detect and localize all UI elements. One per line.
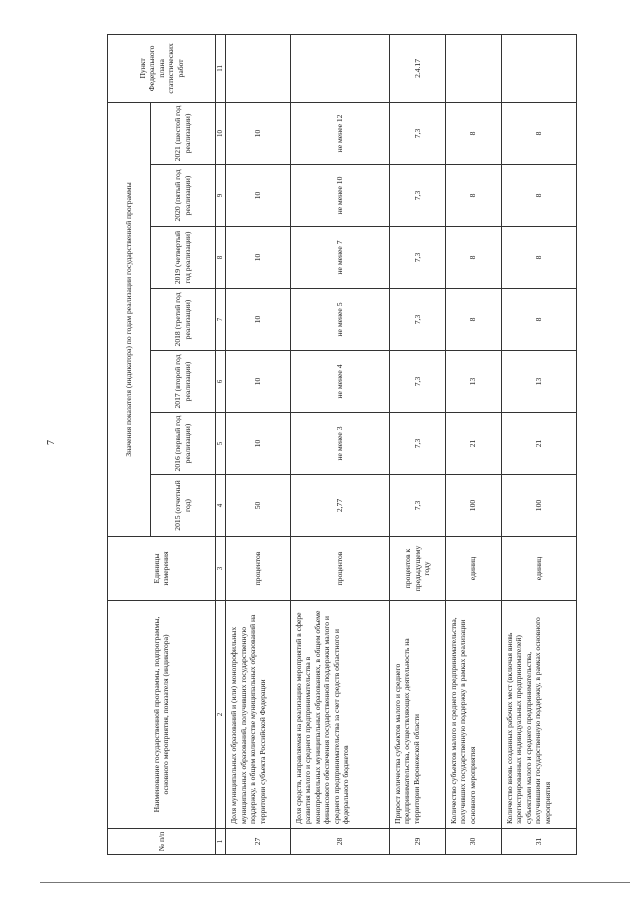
page-number: 7	[46, 440, 57, 445]
header-year: 2021 (шестой год реализации)	[151, 102, 216, 164]
row-name: Доля муниципальных образований и (или) монопрофильных муниципальных образований, получивших государственную поддержку, в общем количестве муниципальных образований на территории субъекта Российской Федерации	[226, 601, 291, 829]
header-plan: Пункт Федерального плана статистических работ	[108, 34, 216, 102]
row-value: 7,3	[389, 227, 445, 289]
row-value: 8	[501, 102, 576, 164]
header-values-group: Значения показателя (индикатора) по годам реализации государственной программы	[108, 102, 151, 536]
table-rotated-container	[107, 35, 577, 855]
header-num: № п/п	[108, 829, 216, 855]
row-value: 7,3	[389, 102, 445, 164]
column-number: 2	[215, 601, 226, 829]
row-value: 8	[445, 227, 501, 289]
row-value: 7,3	[389, 351, 445, 413]
row-value: не менее 4	[290, 351, 389, 413]
column-number: 5	[215, 413, 226, 475]
row-value: 10	[226, 289, 291, 351]
row-name: Доля средств, направляемая на реализацию мероприятий в сфере развития малого и среднего предпринимательства в монопрофильных муниципальных образованиях, в общем объеме финансового обеспечения государственной поддержки малого и среднего предпринимательства за счет средств областного и федерального бюджетов	[290, 601, 389, 829]
row-value: 100	[445, 475, 501, 537]
row-value: 2,77	[290, 475, 389, 537]
column-number: 4	[215, 475, 226, 537]
row-value: не менее 12	[290, 102, 389, 164]
column-number: 11	[215, 34, 226, 102]
row-value: 8	[501, 289, 576, 351]
row-name: Количество субъектов малого и среднего предпринимательства, получивших государственную поддержку в рамках реализации основного мероприятия	[445, 601, 501, 829]
row-value: 10	[226, 413, 291, 475]
row-value: 21	[445, 413, 501, 475]
column-number: 8	[215, 227, 226, 289]
row-value: 8	[445, 289, 501, 351]
header-year: 2019 (четвертый год реализации)	[151, 227, 216, 289]
row-value: 7,3	[389, 165, 445, 227]
table-row	[290, 34, 389, 854]
column-number: 10	[215, 102, 226, 164]
row-value: 8	[501, 227, 576, 289]
row-unit: единиц	[501, 537, 576, 601]
page-bottom-line	[40, 882, 630, 883]
row-plan	[445, 34, 501, 102]
row-value: 7,3	[389, 289, 445, 351]
row-value: 10	[226, 165, 291, 227]
header-year: 2016 (первый год реализации)	[151, 413, 216, 475]
row-unit: процентов	[290, 537, 389, 601]
column-number: 6	[215, 351, 226, 413]
row-name: Количество вновь созданных рабочих мест (включая вновь зарегистрированных индивидуальных предпринимателей) субъектами малого и среднего предпринимательства, получившими государственную поддержку, в рамках основного мероприятия	[501, 601, 576, 829]
row-value: 13	[445, 351, 501, 413]
row-unit: процентов	[226, 537, 291, 601]
header-unit: Единицы измерения	[108, 537, 216, 601]
row-name: Прирост количества субъектов малого и среднего предпринимательства, осуществляющих деятельность на территории Воронежской области	[389, 601, 445, 829]
row-value: 8	[445, 165, 501, 227]
row-value: не менее 10	[290, 165, 389, 227]
row-value: 7,3	[389, 413, 445, 475]
row-value: 8	[445, 102, 501, 164]
row-value: 10	[226, 227, 291, 289]
row-num: 29	[389, 829, 445, 855]
column-numbers-row	[215, 34, 226, 854]
row-num: 31	[501, 829, 576, 855]
header-year: 2018 (третий год реализации)	[151, 289, 216, 351]
row-value: 13	[501, 351, 576, 413]
row-value: 100	[501, 475, 576, 537]
row-num: 30	[445, 829, 501, 855]
column-number: 3	[215, 537, 226, 601]
row-value: 8	[501, 165, 576, 227]
header-name: Наименование государственной программы, подпрограммы, основного мероприятия, показателя (индикатора)	[108, 601, 216, 829]
table-row	[226, 34, 291, 854]
header-year: 2017 (второй год реализации)	[151, 351, 216, 413]
row-value: не менее 3	[290, 413, 389, 475]
row-unit: единиц	[445, 537, 501, 601]
header-year: 2020 (пятый год реализации)	[151, 165, 216, 227]
column-number: 7	[215, 289, 226, 351]
header-year: 2015 (отчетный год)	[151, 475, 216, 537]
row-num: 27	[226, 829, 291, 855]
row-plan: 2.4.17	[389, 34, 445, 102]
row-plan	[501, 34, 576, 102]
row-plan	[226, 34, 291, 102]
row-plan	[290, 34, 389, 102]
row-value: 50	[226, 475, 291, 537]
row-value: не менее 7	[290, 227, 389, 289]
table-row	[501, 34, 576, 854]
table-row	[389, 34, 445, 854]
indicators-table	[107, 34, 577, 855]
header-row-top	[108, 34, 151, 854]
column-number: 1	[215, 829, 226, 855]
row-unit: процентов к предыдущему году	[389, 537, 445, 601]
row-num: 28	[290, 829, 389, 855]
row-value: 10	[226, 351, 291, 413]
row-value: 10	[226, 102, 291, 164]
row-value: не менее 5	[290, 289, 389, 351]
row-value: 21	[501, 413, 576, 475]
table-row	[445, 34, 501, 854]
row-value: 7,3	[389, 475, 445, 537]
column-number: 9	[215, 165, 226, 227]
